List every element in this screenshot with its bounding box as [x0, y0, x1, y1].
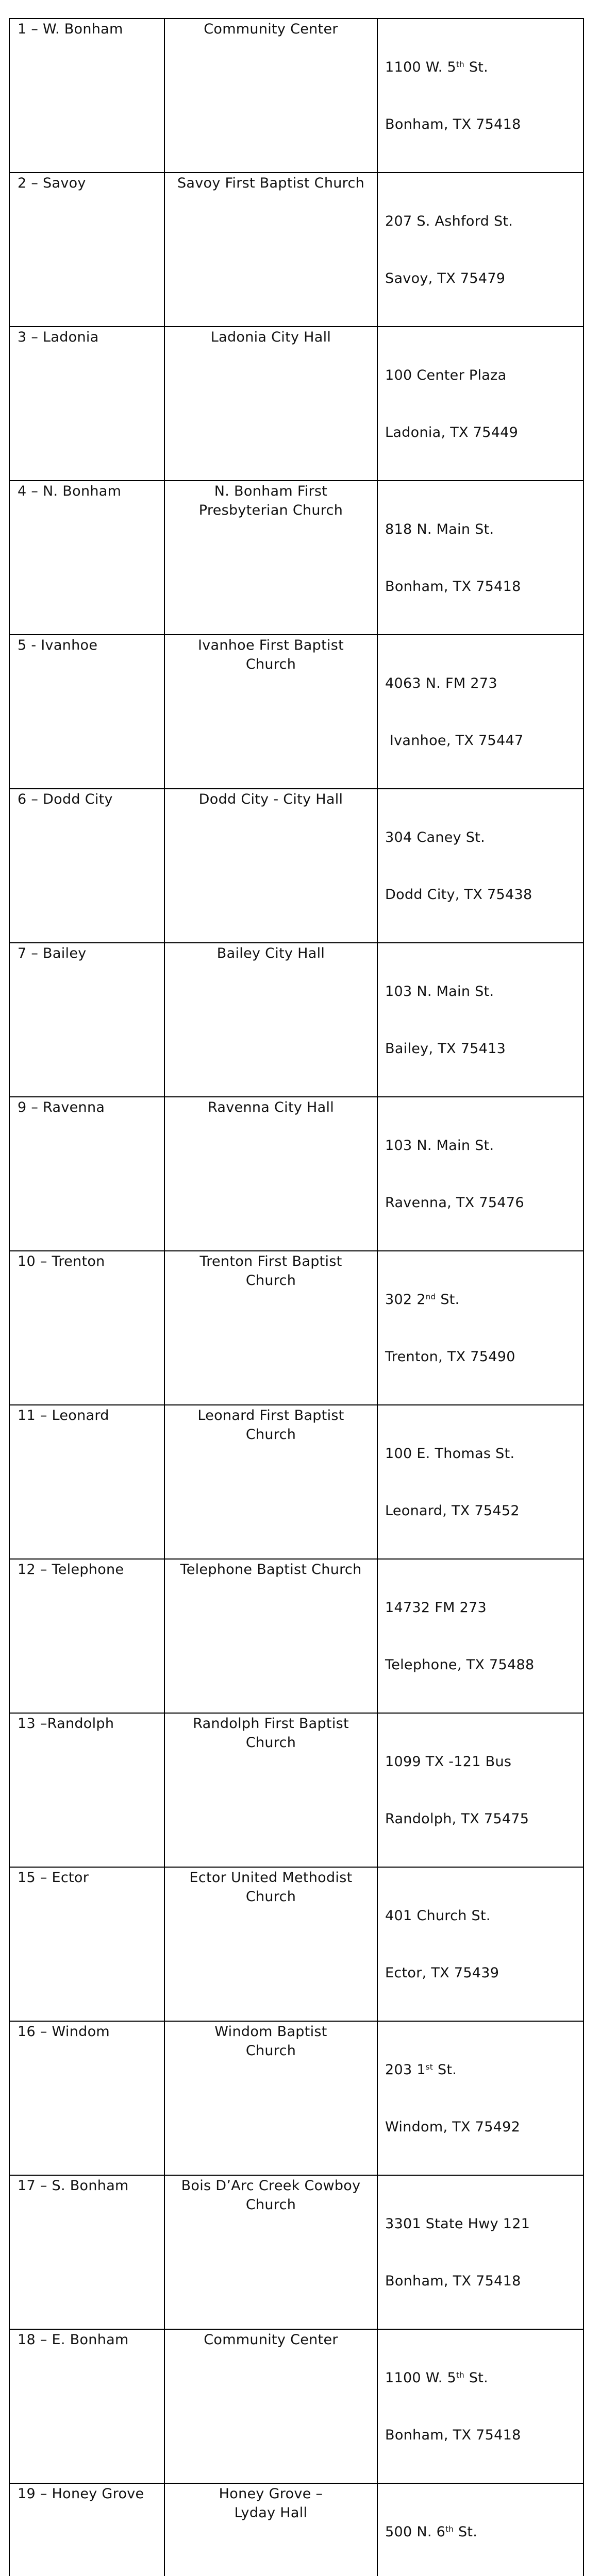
address-city: Bonham, TX 75418 — [385, 2427, 521, 2443]
precinct-cell: 2 – Savoy — [9, 173, 164, 327]
address-cell — [377, 1713, 584, 1867]
location-line: Community Center — [204, 21, 338, 37]
street-main: 1100 W. 5 — [385, 59, 456, 75]
table-row — [9, 2175, 584, 2329]
address-cell — [377, 19, 584, 173]
location-line: Dodd City - City Hall — [198, 791, 343, 807]
precinct-cell: 19 – Honey Grove — [9, 2483, 164, 2576]
table-row — [9, 1713, 584, 1867]
address-street — [385, 674, 583, 693]
polling-locations-table — [9, 18, 584, 2576]
location-cell — [164, 635, 377, 789]
table-row — [9, 327, 584, 481]
location-line: Church — [245, 1273, 296, 1289]
location-line: Church — [245, 2043, 296, 2059]
street-ordinal-suffix: st — [425, 2062, 434, 2072]
address-city: Dodd City, TX 75438 — [385, 887, 532, 903]
address-street — [385, 982, 583, 1001]
table-row — [9, 1097, 584, 1251]
street-main: 304 Caney St. — [385, 829, 486, 845]
location-cell — [164, 19, 377, 173]
precinct-cell: 6 – Dodd City — [9, 789, 164, 943]
street-type: St. — [433, 2062, 457, 2078]
location-line: Presbyterian Church — [198, 502, 343, 518]
address-city: Bonham, TX 75418 — [385, 116, 521, 132]
table-row — [9, 789, 584, 943]
table-row — [9, 2483, 584, 2576]
street-ordinal-suffix: th — [456, 60, 464, 69]
precinct-cell: 3 – Ladonia — [9, 327, 164, 481]
table-row — [9, 1559, 584, 1713]
precinct-cell: 16 – Windom — [9, 2021, 164, 2175]
precinct-cell: 5 - Ivanhoe — [9, 635, 164, 789]
location-line: Honey Grove – — [219, 2486, 323, 2502]
precinct-cell: 1 – W. Bonham — [9, 19, 164, 173]
table-body — [9, 19, 584, 2576]
address-city: Trenton, TX 75490 — [385, 1349, 515, 1365]
street-main: 1100 W. 5 — [385, 2370, 456, 2386]
location-cell — [164, 1097, 377, 1251]
address-city: Bonham, TX 75418 — [385, 579, 521, 595]
table-row — [9, 173, 584, 327]
table-row — [9, 481, 584, 635]
location-cell — [164, 1713, 377, 1867]
address-cell — [377, 2329, 584, 2483]
address-street — [385, 1136, 583, 1155]
address-street — [385, 2214, 583, 2233]
address-cell — [377, 1405, 584, 1559]
address-cell — [377, 943, 584, 1097]
table-row — [9, 19, 584, 173]
location-cell — [164, 943, 377, 1097]
location-line: Church — [245, 2197, 296, 2213]
location-line: Bailey City Hall — [216, 945, 325, 961]
street-main: 4063 N. FM 273 — [385, 675, 497, 691]
location-line: Telephone Baptist Church — [180, 1562, 362, 1578]
street-type: St. — [436, 1292, 460, 1308]
address-city: Randolph, TX 75475 — [385, 1811, 529, 1827]
precinct-cell: 18 – E. Bonham — [9, 2329, 164, 2483]
address-cell — [377, 2175, 584, 2329]
address-cell — [377, 173, 584, 327]
address-street — [385, 2060, 583, 2079]
street-type: St. — [464, 59, 489, 75]
table-row — [9, 2329, 584, 2483]
precinct-cell: 11 – Leonard — [9, 1405, 164, 1559]
location-cell — [164, 789, 377, 943]
address-cell — [377, 1097, 584, 1251]
location-line: Ivanhoe First Baptist — [197, 637, 344, 653]
street-main: 302 2 — [385, 1292, 426, 1308]
precinct-cell: 9 – Ravenna — [9, 1097, 164, 1251]
location-cell — [164, 2329, 377, 2483]
table-row — [9, 1251, 584, 1405]
precinct-cell: 4 – N. Bonham — [9, 481, 164, 635]
address-cell — [377, 789, 584, 943]
address-cell — [377, 2483, 584, 2576]
location-cell — [164, 1867, 377, 2021]
address-cell — [377, 327, 584, 481]
location-line: Lyday Hall — [234, 2505, 308, 2521]
street-main: 207 S. Ashford St. — [385, 213, 513, 229]
address-city: Telephone, TX 75488 — [385, 1657, 535, 1673]
location-cell — [164, 2021, 377, 2175]
precinct-cell: 7 – Bailey — [9, 943, 164, 1097]
address-street — [385, 366, 583, 385]
street-main: 203 1 — [385, 2062, 426, 2078]
location-line: Leonard First Baptist — [197, 1408, 344, 1423]
table-row — [9, 635, 584, 789]
address-street — [385, 828, 583, 847]
location-cell — [164, 1405, 377, 1559]
location-line: Trenton First Baptist — [199, 1253, 342, 1269]
address-street — [385, 212, 583, 231]
precinct-cell: 17 – S. Bonham — [9, 2175, 164, 2329]
address-city: Leonard, TX 75452 — [385, 1503, 520, 1519]
street-ordinal-suffix: nd — [425, 1292, 436, 1301]
location-cell — [164, 1251, 377, 1405]
address-city: Ladonia, TX 75449 — [385, 425, 519, 440]
street-main: 500 N. 6 — [385, 2524, 446, 2540]
location-line: Church — [245, 1427, 296, 1443]
street-ordinal-suffix: th — [445, 2524, 454, 2534]
address-street — [385, 1906, 583, 1925]
location-cell — [164, 327, 377, 481]
table-row — [9, 1405, 584, 1559]
location-line: Bois D’Arc Creek Cowboy — [181, 2178, 361, 2194]
address-street — [385, 1598, 583, 1617]
street-ordinal-suffix: th — [456, 2370, 464, 2380]
address-street — [385, 1444, 583, 1463]
address-city: Ravenna, TX 75476 — [385, 1195, 524, 1211]
street-main: 1099 TX -121 Bus — [385, 1754, 512, 1770]
address-city: Windom, TX 75492 — [385, 2119, 521, 2135]
precinct-cell: 12 – Telephone — [9, 1559, 164, 1713]
address-city: Bailey, TX 75413 — [385, 1041, 506, 1057]
street-type: St. — [464, 2370, 489, 2386]
street-main: 100 Center Plaza — [385, 367, 507, 383]
address-street — [385, 1290, 583, 1309]
location-line: Windom Baptist — [214, 2024, 327, 2040]
address-cell — [377, 1251, 584, 1405]
location-line: Church — [245, 1735, 296, 1751]
address-street — [385, 1752, 583, 1771]
table-row — [9, 943, 584, 1097]
precinct-cell: 10 – Trenton — [9, 1251, 164, 1405]
address-street — [385, 2368, 583, 2387]
address-street — [385, 2522, 583, 2541]
street-main: 401 Church St. — [385, 1908, 491, 1924]
address-cell — [377, 2021, 584, 2175]
address-city: Bonham, TX 75418 — [385, 2273, 521, 2289]
location-line: Ladonia City Hall — [210, 329, 331, 345]
address-cell — [377, 635, 584, 789]
location-line: Savoy First Baptist Church — [177, 175, 365, 191]
address-city: Ivanhoe, TX 75447 — [385, 733, 524, 749]
location-cell — [164, 2175, 377, 2329]
location-cell — [164, 2483, 377, 2576]
address-city: Savoy, TX 75479 — [385, 270, 506, 286]
location-line: Ector United Methodist — [189, 1870, 353, 1886]
address-cell — [377, 1867, 584, 2021]
location-line: Ravenna City Hall — [207, 1099, 335, 1115]
location-cell — [164, 173, 377, 327]
street-main: 14732 FM 273 — [385, 1600, 487, 1616]
location-line: Church — [245, 656, 296, 672]
address-city: Ector, TX 75439 — [385, 1965, 499, 1981]
location-line: Church — [245, 1889, 296, 1905]
street-main: 818 N. Main St. — [385, 521, 494, 537]
precinct-cell: 13 –Randolph — [9, 1713, 164, 1867]
precinct-cell: 15 – Ector — [9, 1867, 164, 2021]
address-cell — [377, 1559, 584, 1713]
table-row — [9, 2021, 584, 2175]
address-street — [385, 520, 583, 539]
address-cell — [377, 481, 584, 635]
street-type: St. — [454, 2524, 478, 2540]
street-main: 103 N. Main St. — [385, 1138, 494, 1154]
address-street — [385, 58, 583, 77]
location-cell — [164, 481, 377, 635]
street-main: 103 N. Main St. — [385, 984, 494, 999]
table-row — [9, 1867, 584, 2021]
location-line: Community Center — [204, 2332, 338, 2348]
location-line: N. Bonham First — [214, 483, 328, 499]
location-line: Randolph First Baptist — [193, 1716, 349, 1732]
location-cell — [164, 1559, 377, 1713]
street-main: 100 E. Thomas St. — [385, 1446, 515, 1462]
street-main: 3301 State Hwy 121 — [385, 2216, 530, 2232]
